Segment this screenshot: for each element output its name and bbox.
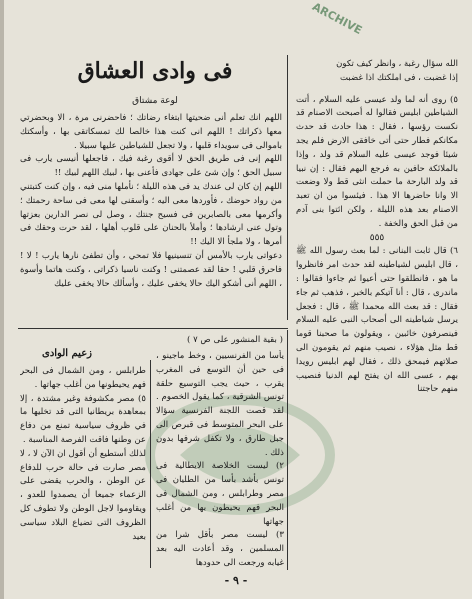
right-column	[296, 58, 458, 568]
hadith-5: ٥) روى أنه لما ولد عيسى عليه السلام ، أتت الشياطين ابليس فقالوا له أصبحت الاصنام قد نكست رؤسها ، فقال : هذا حادث قد حدث مكانكم فطار حتى أتى خافقى الارض فلم يجد شيئا فوجد عيسى عليه السلام قد ولد ، وإذا بالملائكة حافين به فرجع اليهم فقال : إن نبيا قد ولد البارحة ما حملت انثى قط ولا وضعت الا وانا حاضرها الا هذا . فيئسوا من ان تعبد الاصنام بعد هذه الليلة ، ولكن ائتوا بنى آدم من قبل الحق والخفة .	[296, 94, 458, 229]
article-signature: زعيم الوادى	[42, 348, 92, 359]
page-number: - ٩ -	[224, 574, 248, 587]
continuation-note: ( بقية المنشور على ص ٧ )	[186, 335, 284, 345]
article-paragraph: اللهم إنى فى طريق الحق لا أقوى رغبة فيك ، فاجعلها أنيسى يارب فى سبيل الحق ؛ وإن شئ على جهادى فأعنى بها ، لبيك اللهم لبيك !!	[20, 154, 282, 179]
article-paragraph: اللهم إن كان لى عندك يد فى هذه الليلة ؛ نأملها منى فيه ، وإن كنت كتبتني من رواد حوضك ، فأوردها معى اليه ؛ وأسقنى لها معى فى ساحة رحمتك ؛ وأكرمها معى بالصابرين فى فسيح جنتك ، وصل لى نصر الدارين بعزتها وتول عنى ارشادها ؛ وأملأ بالحنان على قلوب أهلها ، لقد حرت وحقك فى أمرها ، ولا ملجأ الا اليك !!	[20, 181, 282, 248]
article-body	[20, 112, 282, 324]
left-column	[20, 365, 146, 568]
left-point-5: ٥) مصر مكشوفة وغير مشتدة ، إلا بمعاهدة بريطانيا التى قد تخليها ما في ظروف سياسية تمنع من دفاع عن وطنها فاقت الفرصة المناسبة .	[20, 393, 146, 445]
column-divider-lower-left	[150, 360, 151, 568]
column-divider-main	[287, 55, 288, 320]
separator-stars: ٥٥٥	[369, 232, 385, 243]
column-divider-lower-right	[287, 330, 288, 570]
middle-column	[156, 350, 284, 568]
article-paragraph: دعواتى يارب بالأمس أن تنسينيها فلا تمحي ، وأن تطفئ نارها يارب ! لا ! فاحرق قلبي ! حقا لقد عصمتنى ! وكنت ناسيا ذكراتى ، وكنت هاتما وأسوة ، اللهم أنى أشكو اليك حالا يخفى عليك ، وأسألك حالا يخفى عليك	[20, 250, 282, 289]
right-top-line-2: إذا غضبت ، فى املكتك اذا غضبت	[339, 72, 458, 83]
middle-text: يأسا من الفرنسيين ، وخط ماجينو ، فى حين أن التوسع فى المغرب يقرب ، حيث يجب التوسيع حلقة تونس الشرقية ، كما يقول الخصوم . لقد قصت اللجنة الفرنسية سؤالا على البحر المتوسط فى قبرص الى جبل طارق ، ولا تكفل شرفها بدون ذلك .	[156, 351, 284, 458]
article-bottom-rule	[18, 328, 288, 329]
article-title: فى وادى العشاق	[77, 58, 233, 84]
article-paragraph: اللهم انك تعلم أنى ضحيتها ابتغاء رضاتك ؛ فاحضرنى مرة ، الا وبحضرتي معها ذكراتك ! اللهم انى كنت هذا خالصا لك تمسكاتقى بها ، وأسكتك باموالى فى سويداء قلبها ، ولا تجعل للشياطين عليها سبيلا .	[20, 113, 282, 151]
article-author: لوعة مشتاق	[132, 96, 178, 106]
left-closing: لذلك أستطيع أن أقول ان الآن لا ، لا مصر صارت فى حالة حرب للدفاع عن الوطن ، والحرب يقضى على الزعماء جميعا أن يصمدوا للعدو ، ويقاوموا لاجل الوطن ولا تطوف كل الظروف التى تضياع البلاد سياسى بعيد	[20, 448, 146, 542]
hadith-6: ٦) قال ثابت البنانى : لما بعث رسول الله ﷺ ، قال ابليس لشياطينه لقد حدث امر فانظروا ما هو ، فانطلقوا حتى أعيوا ثم جاءوا فقالوا : ماندرى ، قال : أنا آتيكم بالخبر ، فذهب ثم جاء فقال : قد بعث الله محمدا ﷺ ، قال : فجعل يرسل شياطينه الى أصحاب النبى عليه السلام فينصرفون خائبين ، ويقولون ما صحبنا قوما قط مثل هؤلاء ، نصيب منهم ثم يقومون الى صلاتهم فيمحق ذلك ، فقال لهم ابليس رويدا بهم ، عسى الله ان يفتح لهم الدنيا فنصيب منهم حاجتنا	[296, 246, 458, 395]
middle-point: ٣) ليست مصر بأقل شرا من المسلمين ، وقد أعادت اليه بعد غيابه ورجعت الى حدودها	[156, 530, 284, 568]
scan-edge	[0, 0, 4, 599]
left-text: طرابلس ، ومن الشمال فى البحر فهم يحيطونها من أغلب جهاتها .	[20, 366, 146, 390]
middle-point: ٢) ليست الخلاصة الايطالية فى تونس بأشد بأسا من الطليان فى مصر وطرابلس ، ومن الشمال فى البحر فهم يحيطون بها من أغلب جهاتها	[156, 461, 284, 527]
watermark-text: ARCHIVE	[310, 0, 365, 38]
right-top-line-1: الله سؤال رغبة ، وانظر كيف تكون	[336, 59, 458, 69]
